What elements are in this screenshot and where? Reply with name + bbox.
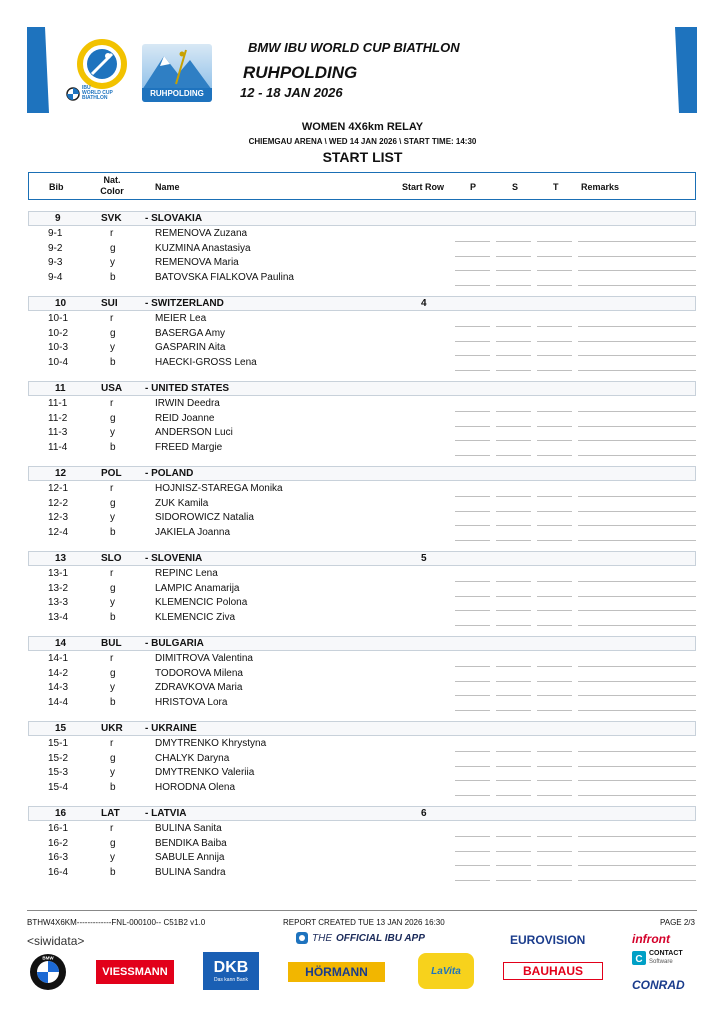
athlete-bib: 15-3: [48, 767, 69, 778]
athlete-bib: 10-2: [48, 327, 69, 339]
athlete-name: KLEMENCIC Ziva: [155, 611, 236, 623]
s-entry-line: [496, 540, 531, 541]
athlete-bib: 13-3: [48, 597, 69, 608]
athlete-row: [28, 243, 698, 257]
event-title: WOMEN 4X6km RELAY: [301, 121, 424, 133]
viessmann-logo: VIESSMANN: [96, 960, 174, 984]
col-nat: Nat.: [103, 175, 121, 185]
bauhaus-logo: BAUHAUS: [503, 962, 603, 980]
athlete-color: r: [110, 398, 114, 409]
col-p: P: [470, 182, 477, 192]
team-bib: 13: [55, 553, 67, 564]
athlete-row: [28, 867, 698, 881]
competition-dates: 12 - 18 JAN 2026: [240, 85, 343, 100]
s-entry-line: [496, 370, 531, 371]
t-entry-line: [537, 625, 572, 626]
athlete-name: GASPARIN Aita: [155, 342, 226, 353]
team-block: [28, 296, 698, 381]
hormann-logo: HÖRMANN: [288, 962, 385, 982]
team-bib: 10: [55, 298, 67, 309]
footer-page: PAGE 2/3: [660, 918, 695, 927]
athlete-name: BULINA Sanita: [155, 823, 222, 834]
document-type: START LIST: [322, 149, 403, 165]
athlete-name: SABULE Annija: [155, 852, 225, 863]
athlete-color: b: [110, 526, 116, 538]
athlete-row: [28, 512, 698, 526]
athlete-row: [28, 328, 698, 342]
bmw-text: BMW: [42, 955, 54, 961]
contact-software-logo: [632, 950, 683, 966]
athlete-name: SIDOROWICZ Natalia: [155, 512, 254, 523]
t-entry-line: [537, 880, 572, 881]
team-nat: BUL: [101, 638, 122, 649]
logo-worldcup-text: WORLD CUP: [82, 90, 113, 96]
athlete-row: [28, 583, 698, 597]
team-bib: 16: [55, 808, 67, 819]
athlete-name: REPINC Lena: [155, 568, 218, 579]
athlete-name: REID Joanne: [155, 412, 215, 424]
s-entry-line: [496, 710, 531, 711]
athlete-color: r: [110, 653, 114, 664]
p-entry-line: [455, 540, 490, 541]
col-bib: Bib: [49, 182, 64, 192]
athlete-row: [28, 342, 698, 356]
team-row: [28, 806, 696, 821]
athlete-name: FREED Margie: [155, 441, 223, 453]
team-nat: SVK: [101, 213, 122, 224]
team-bib: 9: [55, 213, 61, 224]
athlete-name: HRISTOVA Lora: [155, 696, 228, 708]
athlete-bib: 14-1: [48, 653, 69, 664]
athlete-bib: 12-4: [48, 526, 69, 538]
t-entry-line: [537, 285, 572, 286]
athlete-name: IRWIN Deedra: [155, 398, 220, 409]
athlete-row: [28, 483, 698, 497]
team-name: - POLAND: [145, 468, 194, 479]
athlete-row: [28, 257, 698, 271]
team-nat: SLO: [101, 553, 122, 564]
athlete-row: [28, 653, 698, 667]
athlete-color: r: [110, 738, 114, 749]
athlete-row: [28, 612, 698, 626]
logo-biathlon-text: BIATHLON: [82, 95, 108, 101]
siwidata-logo: <siwidata>: [27, 934, 85, 948]
contact-text: CONTACT: [649, 950, 683, 957]
athlete-name: HAECKI-GROSS Lena: [155, 356, 257, 368]
app-label: OFFICIAL IBU APP: [336, 932, 425, 944]
athlete-color: r: [110, 823, 114, 834]
athlete-bib: 14-3: [48, 682, 69, 693]
footer-divider: [27, 910, 697, 911]
team-nat: USA: [101, 383, 123, 394]
contact-subtext: Software: [649, 959, 673, 965]
remarks-entry-line: [578, 710, 696, 711]
dkb-text: DKB: [213, 959, 249, 976]
team-start-row: 4: [421, 298, 427, 309]
team-block: [28, 806, 698, 891]
athlete-name: LAMPIC Anamarija: [155, 582, 240, 594]
team-row: [28, 211, 696, 226]
athlete-row: [28, 597, 698, 611]
remarks-entry-line: [578, 540, 696, 541]
athlete-bib: 16-4: [48, 866, 69, 878]
remarks-entry-line: [578, 795, 696, 796]
col-remarks: Remarks: [581, 182, 620, 192]
app-icon: [296, 932, 308, 944]
athlete-color: g: [110, 582, 116, 594]
athlete-color: r: [110, 313, 114, 324]
team-row: [28, 296, 696, 311]
dkb-logo: [203, 952, 259, 990]
athlete-name: REMENOVA Zuzana: [155, 228, 248, 239]
team-start-row: 6: [421, 808, 427, 819]
athlete-color: b: [110, 866, 116, 878]
athlete-row: [28, 852, 698, 866]
athlete-name: KUZMINA Anastasiya: [155, 242, 251, 254]
athlete-row: [28, 738, 698, 752]
col-t: T: [553, 182, 559, 192]
athlete-name: ZUK Kamila: [155, 497, 209, 509]
athlete-bib: 9-4: [48, 271, 63, 283]
column-header: [28, 172, 696, 200]
svg-text:C: C: [635, 954, 643, 965]
athlete-bib: 11-3: [48, 427, 68, 438]
ibu-world-cup-logo: [62, 38, 142, 104]
p-entry-line: [455, 880, 490, 881]
athlete-row: [28, 313, 698, 327]
team-name: - LATVIA: [145, 808, 187, 819]
athlete-bib: 9-1: [48, 228, 63, 239]
athlete-row: [28, 838, 698, 852]
team-bib: 15: [55, 723, 67, 734]
logo-ibu-text: IBU: [82, 85, 91, 91]
venue-logo-text: RUHPOLDING: [150, 89, 204, 98]
col-name: Name: [155, 182, 180, 192]
infront-logo: infront: [632, 932, 670, 946]
team-nat: UKR: [101, 723, 123, 734]
s-entry-line: [496, 625, 531, 626]
contact-icon: [632, 951, 646, 965]
athlete-row: [28, 413, 698, 427]
athlete-color: g: [110, 837, 116, 849]
athlete-name: DMYTRENKO Valeriia: [155, 767, 255, 778]
athlete-color: b: [110, 271, 116, 283]
p-entry-line: [455, 710, 490, 711]
athlete-color: y: [110, 597, 115, 608]
athlete-color: r: [110, 228, 114, 239]
athlete-name: REMENOVA Maria: [155, 257, 239, 268]
athlete-bib: 10-1: [48, 313, 69, 324]
athlete-bib: 13-4: [48, 611, 69, 623]
col-s: S: [512, 182, 519, 192]
athlete-color: b: [110, 696, 116, 708]
remarks-entry-line: [578, 285, 696, 286]
athlete-bib: 13-1: [48, 568, 69, 579]
athlete-row: [28, 357, 698, 371]
athlete-bib: 12-1: [48, 483, 69, 494]
athlete-row: [28, 568, 698, 582]
athlete-name: KLEMENCIC Polona: [155, 597, 248, 608]
team-block: [28, 381, 698, 466]
athlete-color: y: [110, 852, 115, 863]
athlete-color: y: [110, 512, 115, 523]
athlete-row: [28, 753, 698, 767]
athlete-name: BASERGA Amy: [155, 327, 226, 339]
athlete-color: g: [110, 667, 116, 679]
team-nat: POL: [101, 468, 122, 479]
athlete-bib: 10-3: [48, 342, 69, 353]
team-row: [28, 466, 696, 481]
ruhpolding-logo: [142, 44, 212, 102]
remarks-entry-line: [578, 625, 696, 626]
athlete-bib: 14-4: [48, 696, 69, 708]
athlete-bib: 9-3: [48, 257, 63, 268]
athlete-bib: 13-2: [48, 582, 69, 594]
col-color: Color: [100, 186, 124, 196]
team-row: [28, 721, 696, 736]
p-entry-line: [455, 285, 490, 286]
lavita-logo: LaVita: [418, 953, 474, 989]
athlete-bib: 9-2: [48, 242, 63, 254]
team-block: [28, 551, 698, 636]
team-name: - SWITZERLAND: [145, 298, 224, 309]
team-bib: 12: [55, 468, 67, 479]
t-entry-line: [537, 455, 572, 456]
athlete-bib: 16-2: [48, 837, 69, 849]
athlete-name: HOJNISZ-STAREGA Monika: [155, 483, 283, 494]
remarks-entry-line: [578, 370, 696, 371]
athlete-color: y: [110, 427, 115, 438]
dkb-subtext: Das kann Bank: [214, 977, 248, 983]
conrad-logo: CONRAD: [632, 978, 685, 992]
athlete-bib: 10-4: [48, 356, 69, 368]
team-row: [28, 636, 696, 651]
t-entry-line: [537, 795, 572, 796]
competition-title: BMW IBU WORLD CUP BIATHLON: [248, 40, 460, 55]
athlete-name: DMYTRENKO Khrystyna: [155, 738, 267, 749]
athlete-row: [28, 527, 698, 541]
event-subtitle: CHIEMGAU ARENA \ WED 14 JAN 2026 \ START TIME: 14:30: [248, 137, 477, 146]
athlete-row: [28, 427, 698, 441]
s-entry-line: [496, 285, 531, 286]
team-block: [28, 466, 698, 551]
t-entry-line: [537, 370, 572, 371]
remarks-entry-line: [578, 880, 696, 881]
athlete-bib: 11-2: [48, 412, 68, 424]
athlete-bib: 12-3: [48, 512, 69, 523]
athlete-row: [28, 228, 698, 242]
athlete-name: BULINA Sandra: [155, 866, 226, 878]
athlete-name: MEIER Lea: [155, 313, 207, 324]
ibu-app-banner[interactable]: [296, 932, 425, 944]
col-nat-color: [92, 175, 132, 197]
athlete-color: g: [110, 752, 116, 764]
athlete-color: y: [110, 342, 115, 353]
athlete-color: b: [110, 356, 116, 368]
remarks-entry-line: [578, 455, 696, 456]
athlete-color: y: [110, 767, 115, 778]
athlete-bib: 16-1: [48, 823, 69, 834]
p-entry-line: [455, 795, 490, 796]
team-block: [28, 721, 698, 806]
eurovision-logo: EUROVISION: [510, 933, 586, 947]
athlete-row: [28, 682, 698, 696]
s-entry-line: [496, 455, 531, 456]
athlete-name: ANDERSON Luci: [155, 427, 233, 438]
athlete-row: [28, 823, 698, 837]
athlete-bib: 15-1: [48, 738, 69, 749]
athlete-color: y: [110, 682, 115, 693]
athlete-color: r: [110, 568, 114, 579]
athlete-row: [28, 498, 698, 512]
p-entry-line: [455, 455, 490, 456]
athlete-bib: 14-2: [48, 667, 69, 679]
athlete-bib: 15-4: [48, 781, 69, 793]
athlete-name: JAKIELA Joanna: [155, 526, 231, 538]
app-prefix: THE: [312, 932, 332, 944]
team-bib: 11: [55, 383, 66, 394]
team-block: [28, 211, 698, 296]
athlete-name: HORODNA Olena: [155, 781, 236, 793]
athlete-bib: 12-2: [48, 497, 69, 509]
athlete-color: y: [110, 257, 115, 268]
athlete-row: [28, 767, 698, 781]
athlete-row: [28, 668, 698, 682]
team-start-row: 5: [421, 553, 427, 564]
athlete-name: TODOROVA Milena: [155, 667, 243, 679]
athlete-bib: 16-3: [48, 852, 69, 863]
t-entry-line: [537, 710, 572, 711]
p-entry-line: [455, 370, 490, 371]
athlete-color: g: [110, 327, 116, 339]
venue-title: RUHPOLDING: [243, 63, 358, 82]
athlete-row: [28, 697, 698, 711]
athlete-color: b: [110, 611, 116, 623]
team-nat: LAT: [101, 808, 120, 819]
team-block: [28, 636, 698, 721]
team-name: - BULGARIA: [145, 638, 204, 649]
p-entry-line: [455, 625, 490, 626]
athlete-row: [28, 398, 698, 412]
athlete-name: CHALYK Daryna: [155, 752, 230, 764]
bmw-logo: [29, 953, 67, 991]
athlete-color: g: [110, 242, 116, 254]
athlete-row: [28, 442, 698, 456]
team-name: - SLOVENIA: [145, 553, 203, 564]
athlete-name: BENDIKA Baiba: [155, 837, 227, 849]
athlete-color: b: [110, 441, 116, 453]
athlete-row: [28, 272, 698, 286]
footer-report-time: REPORT CREATED TUE 13 JAN 2026 16:30: [283, 918, 445, 927]
team-nat: SUI: [101, 298, 118, 309]
team-name: - SLOVAKIA: [145, 213, 203, 224]
athlete-name: ZDRAVKOVA Maria: [155, 682, 243, 693]
t-entry-line: [537, 540, 572, 541]
team-bib: 14: [55, 638, 67, 649]
footer-code: BTHW4X6KM-------------FNL-000100-- C51B2 v1.0: [27, 918, 206, 927]
athlete-color: r: [110, 483, 114, 494]
athlete-row: [28, 782, 698, 796]
athlete-bib: 15-2: [48, 752, 69, 764]
athlete-bib: 11-4: [48, 441, 68, 453]
s-entry-line: [496, 880, 531, 881]
team-row: [28, 551, 696, 566]
s-entry-line: [496, 795, 531, 796]
col-start-row: Start Row: [402, 182, 445, 192]
athlete-color: b: [110, 781, 116, 793]
team-name: - UKRAINE: [145, 723, 197, 734]
athlete-color: g: [110, 412, 116, 424]
athlete-bib: 11-1: [48, 398, 68, 409]
athlete-color: g: [110, 497, 116, 509]
athlete-name: BATOVSKA FIALKOVA Paulina: [155, 271, 294, 283]
team-name: - UNITED STATES: [145, 383, 230, 394]
team-row: [28, 381, 696, 396]
athlete-name: DIMITROVA Valentina: [155, 653, 253, 664]
